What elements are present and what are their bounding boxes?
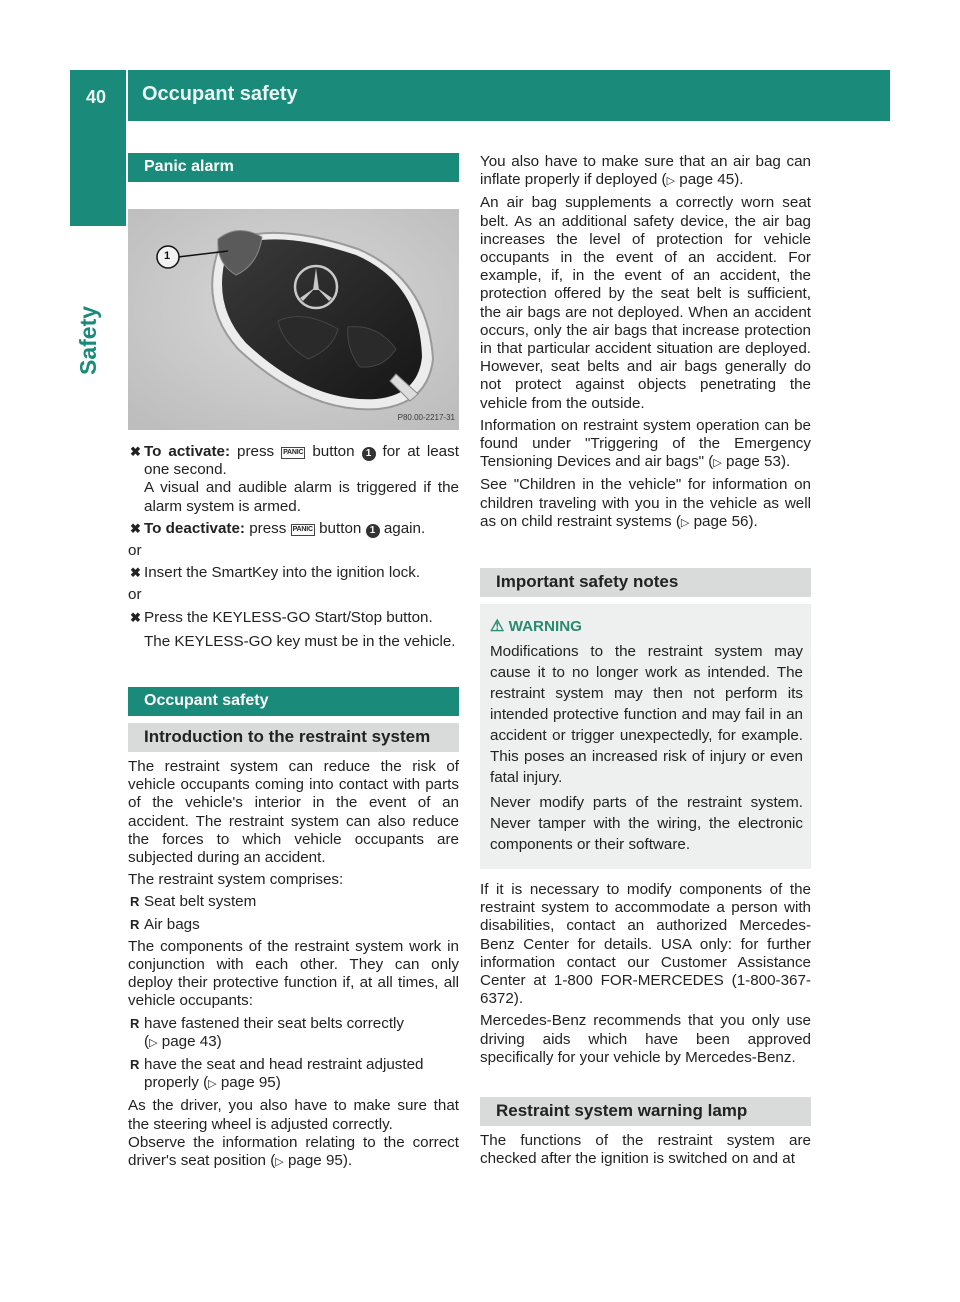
page-ref[interactable]: page 53 (726, 453, 781, 471)
panic-icon: PANIC (281, 447, 305, 459)
airbag-inflate-text: You also have to make sure that an air bag can inflate properly if deployed (480, 153, 811, 189)
list-item: R have the seat and head restraint adjusted properly (▷ page 95) (130, 1056, 424, 1092)
list-item (128, 893, 459, 911)
press-step-text: Press the KEYLESS-GO Start/Stop button. (144, 608, 433, 626)
list-item-text: Air bags (144, 915, 200, 933)
operation-info-paragraph: Information on restraint system operation can be found under "Triggering of the Emergency Tensioning Devices and air bags" (▷ page 53). (480, 416, 811, 471)
page-number: 40 (86, 87, 107, 107)
page-ref-arrow-icon: ▷ (275, 1156, 284, 1169)
figure-code: P80.00-2217-31 (397, 412, 455, 422)
recommend-paragraph: Mercedes-Benz recommends that you only use driving aids which have been approved specifically for your vehicle by Mercedes-Benz. (480, 1012, 811, 1066)
list-item-text: Seat belt system (144, 893, 257, 911)
deactivate-press: press (249, 519, 287, 537)
left-column (128, 153, 459, 1171)
header-divider (126, 70, 128, 121)
list-item (128, 916, 459, 934)
step-arrow-icon: ✖ (130, 520, 141, 536)
driver-paragraph-2: Observe the information relating to the correct driver's seat position (▷ page 95). (128, 1133, 459, 1170)
airbag-supplement-paragraph: An air bag supplements a correctly worn seat belt. As an additional safety device, the air bag increases the level of protection for vehicle occupants in the event of an accident. For example, if, in the event of an accident, the protection offered by the seat belt is sufficient, the air bags are not deployed. When an accident occurs, only the air bags that increase protection in that particular accident situation are deployed. However, seat belts and air bags generally do not protect against objects penetrating the vehicle from the outside. (480, 194, 811, 412)
activate-step (128, 443, 459, 516)
page-title: Occupant safety (142, 83, 298, 105)
page-ref-arrow-icon: ▷ (680, 516, 690, 529)
deactivate-tail: again. (383, 519, 426, 537)
comprises-text: The restraint system comprises: (128, 871, 344, 889)
driver-paragraph-1: As the driver, you also have to make sure that the steering wheel is adjusted correctly. (128, 1097, 459, 1133)
page-ref-arrow-icon: ▷ (208, 1078, 217, 1091)
occupant-safety-heading: Occupant safety (128, 687, 459, 716)
warning-lamp-paragraph: The functions of the restraint system are checked after the ignition is switched on and at (480, 1132, 811, 1168)
callout-1-icon: 1 (362, 447, 376, 461)
warning-paragraph-2: Never modify parts of the restraint system. Never tamper with the wiring, the electronic components or their software. (490, 794, 803, 854)
section-tab (70, 121, 126, 226)
step-arrow-icon: ✖ (130, 565, 141, 581)
page-ref[interactable]: page 56 (693, 512, 749, 530)
right-column (480, 153, 811, 1169)
activate-label: To activate: (144, 443, 231, 460)
work-together-text: The components of the restraint system work in conjunction with each other. They can only deploy their protective function if, at all times, all vehicle occupants: (128, 937, 459, 1010)
insert-step-text: Insert the SmartKey into the ignition lock. (144, 564, 421, 582)
page-ref-arrow-icon: ▷ (713, 457, 722, 470)
activate-press: press (237, 443, 275, 460)
list-item: R have fastened their seat belts correctly (▷ page 43) (130, 1014, 405, 1050)
or-separator: or (128, 586, 142, 604)
bullet-icon: R (130, 916, 140, 932)
children-paragraph: See "Children in the vehicle" for information on children traveling with you in the vehicle as well as on child restraint systems (▷ page 56). (480, 476, 811, 530)
press-step (128, 609, 459, 651)
warning-box (480, 604, 811, 869)
page-ref[interactable]: page 45 (679, 171, 735, 189)
warning-title (490, 616, 803, 637)
page-header (70, 70, 890, 121)
page-ref[interactable]: page 43 (161, 1032, 217, 1050)
figure-callout-1: 1 (164, 250, 171, 262)
insert-step (128, 564, 459, 582)
panic-icon: PANIC (291, 524, 315, 536)
warning-paragraph-1: Modifications to the restraint system may cause it to no longer work as intended. The restraint system may then not perform its intended protective function and may fail in an accident or trigger unexpectedly, for example. This poses an increased risk of injury or even fatal injury. (490, 643, 803, 787)
bullet-icon: R (130, 1015, 140, 1031)
activate-button-word: button (312, 443, 355, 460)
deactivate-step (128, 520, 459, 538)
bullet-icon: R (130, 1057, 140, 1073)
activate-tail: for at least one second. (144, 443, 459, 479)
or-separator: or (128, 542, 142, 560)
list-item-text: have fastened their seat belts correctly (144, 1014, 405, 1032)
panic-alarm-heading: Panic alarm (128, 153, 459, 182)
intro-restraint-heading: Introduction to the restraint system (128, 723, 459, 752)
page-ref[interactable]: page 95 (287, 1152, 343, 1170)
operation-info-text: Information on restraint system operation can be found under "Triggering of the Emergency Tensioning Devices and air bags" (480, 416, 811, 471)
step-arrow-icon: ✖ (130, 609, 141, 625)
section-tab-label: Safety (75, 305, 101, 375)
driver-paragraph-2-text: Observe the information relating to the correct driver's seat position (128, 1133, 459, 1170)
deactivate-label: To deactivate: (144, 519, 245, 537)
press-step-note: The KEYLESS-GO key must be in the vehicle. (144, 632, 456, 650)
page-ref[interactable]: page 95 (220, 1074, 276, 1092)
intro-paragraph: The restraint system can reduce the risk of vehicle occupants coming into contact with parts of the vehicle's interior in the event of an accident. The restraint system can also reduce the forces to which vehicle occupants are subjected during an accident. (128, 758, 459, 867)
children-text: See "Children in the vehicle" for information on children traveling with you in the vehicle as well as on child restraint systems (480, 476, 811, 530)
page-ref-arrow-icon: ▷ (666, 175, 676, 188)
step-arrow-icon: ✖ (130, 444, 141, 459)
warning-title-text: WARNING (508, 618, 582, 636)
bullet-icon: R (130, 894, 140, 910)
deactivate-button-word: button (319, 519, 362, 537)
page-ref-arrow-icon: ▷ (149, 1036, 158, 1049)
activate-detail: A visual and audible alarm is triggered if the alarm system is armed. (144, 479, 459, 515)
warning-triangle-icon: ⚠ (490, 618, 505, 636)
important-safety-heading: Important safety notes (480, 568, 811, 597)
modify-paragraph: If it is necessary to modify components of the restraint system to accommodate a person with disabilities, contact an authorized Mercedes-Benz Center for details. USA only: for further information contact our Customer Assistance Center at 1-800 FOR-MERCEDES (1-800-367-6372). (480, 881, 811, 1008)
callout-1-icon: 1 (366, 524, 380, 538)
smartkey-illustration (128, 209, 459, 430)
smartkey-figure (128, 209, 459, 430)
list-item-text: have the seat and head restraint adjusted properly (144, 1056, 424, 1092)
airbag-inflate-paragraph: You also have to make sure that an air bag can inflate properly if deployed (▷ page 45). (480, 153, 811, 189)
warning-lamp-heading: Restraint system warning lamp (480, 1097, 811, 1126)
